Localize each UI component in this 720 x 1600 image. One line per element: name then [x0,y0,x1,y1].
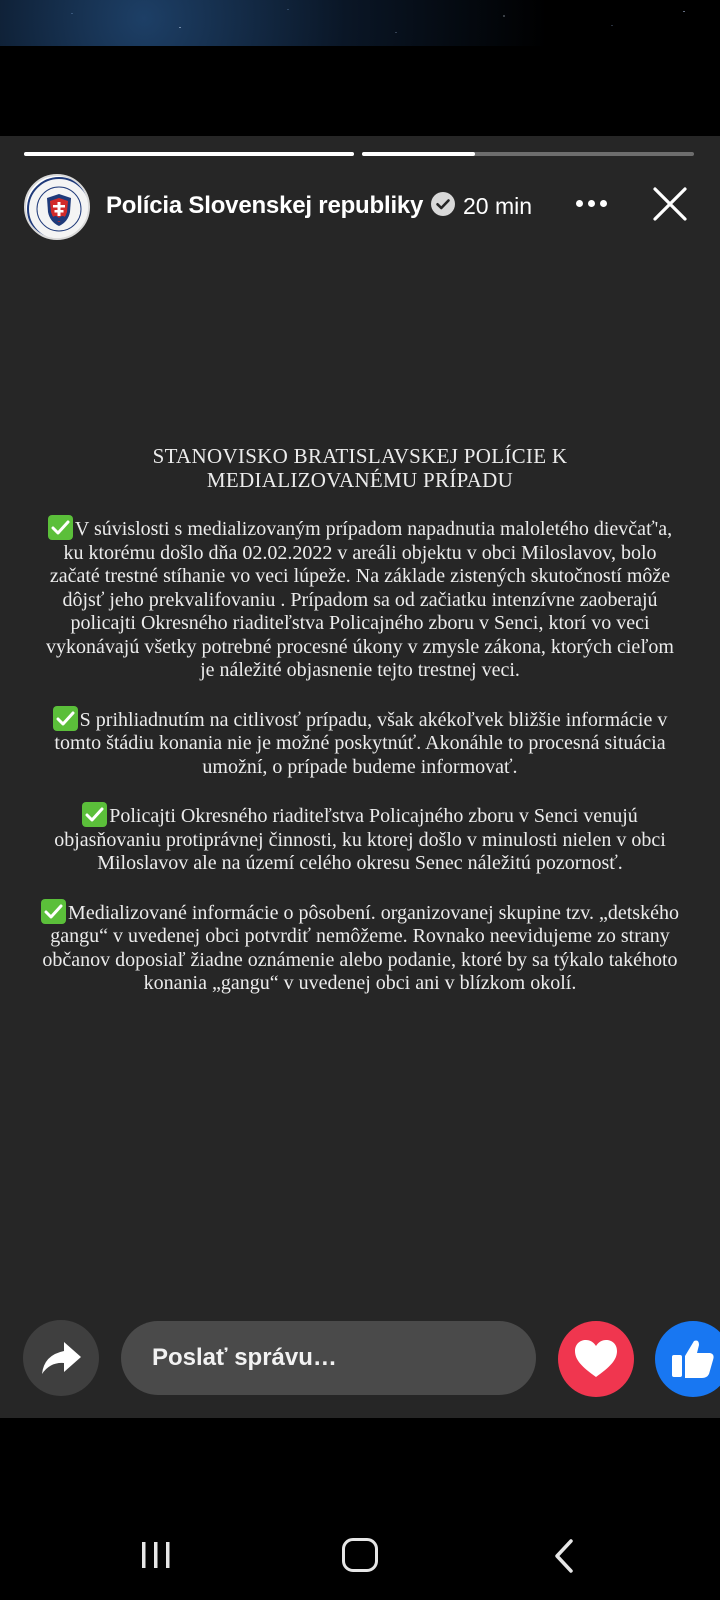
love-reaction-button[interactable] [558,1321,634,1397]
wallpaper-strip [0,0,720,46]
story-timestamp: 20 min [463,193,533,219]
system-navigation-bar [0,1500,720,1600]
close-icon[interactable] [648,182,692,226]
check-mark-icon [41,899,66,924]
check-mark-icon [82,802,107,827]
story-text-content [40,444,680,1019]
post-paragraph: Medializované informácie o pôsobení. organizovanej skupine tzv. „detského gangu“ v uvedenej obci potvrdiť nemôžeme. Rovnako neevidujeme zo strany občanov doposiaľ žiadne oznámenie alebo podanie, ktoré by sa týkalo takéhoto konania „gangu“ v uvedenej obci ani v blízkom okolí. [40,899,680,996]
like-reaction-button[interactable] [655,1321,720,1397]
thumbs-up-icon [655,1321,720,1397]
account-name[interactable]: Polícia Slovenskej republiky [106,192,424,219]
post-paragraph: S prihliadnutím na citlivosť prípadu, však akékoľvek bližšie informácie v tomto štádiu konania nie je možné poskytnúť. Akonáhle to procesná situácia umožní, o prípade budeme informovať. [40,706,680,780]
heart-icon [558,1321,634,1397]
police-badge-icon[interactable] [24,174,90,240]
post-paragraph: V súvislosti s medializovaným prípadom napadnutia maloletého dievčať'a, ku ktorému došlo dňa 02.02.2022 v areáli objektu v obci Miloslavov, bolo začaté trestné stíhanie vo veci lúpeže. Na základe zistených skutočností môže dôjsť jeho prekvalifovaniu . Prípadom sa od začiatku intenzívne zaoberajú policajti Okresného riaditeľstva Policajného zboru v Senci, ktorí vo veci vykonávajú všetky potrebné procesné úkony v zmysle zákona, ktorých cieľom je náležité objasnenie tejto trestnej veci. [40,515,680,683]
verified-badge-icon [431,192,455,216]
share-arrow-icon [23,1320,99,1396]
story-progress-1 [24,152,354,156]
check-mark-icon [53,706,78,731]
message-placeholder: Poslať správu… [152,1344,337,1371]
home-icon[interactable] [342,1538,378,1572]
post-paragraph: Policajti Okresného riaditeľstva Policajného zboru v Senci venujú objasňovaniu protiprávnej činnosti, ku ktorej došlo v minulosti nielen v obci Miloslavov ale na území celého okresu Senec náležitú pozornosť. [40,802,680,876]
back-arrow-icon[interactable] [552,1538,576,1579]
more-options-button[interactable] [568,182,614,222]
post-title: STANOVISKO BRATISLAVSKEJ POLÍCIE K MEDIALIZOVANÉMU PRÍPADU [152,444,568,492]
share-button[interactable] [23,1320,99,1396]
check-mark-icon [48,515,73,540]
recent-apps-icon[interactable] [140,1540,172,1575]
story-progress-2 [362,152,694,156]
story-header [0,170,720,244]
